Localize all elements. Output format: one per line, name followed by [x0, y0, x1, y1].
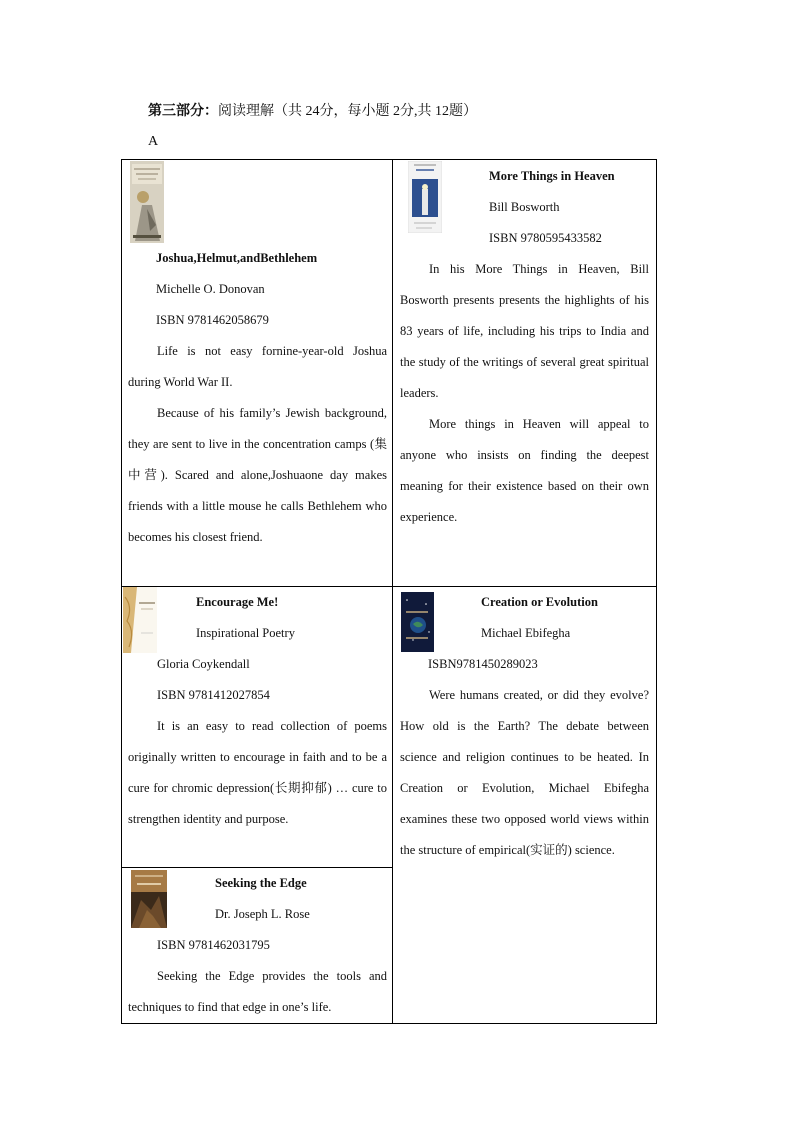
- seeking-isbn-cell: [157, 930, 387, 961]
- table-border-bottom: [121, 1023, 657, 1024]
- encourage-title: Encourage Me!: [196, 595, 279, 609]
- joshua-details: [156, 274, 386, 336]
- table-border-left: [121, 159, 122, 1024]
- joshua-paragraph-1: Life is not easy fornine-year-old Joshua during World War II.: [128, 344, 387, 389]
- creation-author: Michael Ebifegha: [481, 626, 571, 640]
- seeking-author: Dr. Joseph L. Rose: [215, 907, 310, 921]
- seeking-header: [215, 868, 387, 930]
- seeking-description: [128, 961, 387, 1023]
- joshua-paragraph-2: Because of his family’s Jewish background, they are sent to live in the concentration camps (集中营). Scared and alone,Joshuaone day makes friends with a little mouse he calls Bethlehem who becomes his closest friend.: [128, 406, 387, 544]
- heaven-cover-image: [408, 161, 442, 233]
- table-divider-vertical: [392, 159, 393, 1024]
- joshua-author: Michelle O. Donovan: [156, 282, 265, 296]
- encourage-details: [157, 649, 387, 711]
- joshua-isbn: ISBN 9781462058679: [156, 313, 269, 327]
- creation-title: Creation or Evolution: [481, 595, 598, 609]
- encourage-author: Gloria Coykendall: [157, 657, 250, 671]
- heaven-title: More Things in Heaven: [489, 169, 615, 183]
- heaven-paragraph-1: In his More Things in Heaven, Bill Bosworth presents presents the highlights of his 83 years of life, including his trips to India and the study of the writings of several great spiritual leaders.: [400, 262, 649, 400]
- creation-isbn-cell: [428, 649, 653, 680]
- seeking-cover-image: [131, 870, 167, 928]
- joshua-cover-icon: [130, 161, 164, 243]
- seeking-isbn: ISBN 9781462031795: [157, 938, 270, 952]
- creation-description: [400, 680, 649, 866]
- joshua-description: [128, 336, 387, 553]
- creation-cover-icon: [401, 592, 434, 652]
- section-letter: A: [148, 134, 159, 149]
- heaven-paragraph-2: More things in Heaven will appeal to anyone who insists on finding the deepest meaning for their existence based on their own experience.: [400, 417, 649, 524]
- encourage-subtitle: Inspirational Poetry: [196, 626, 295, 640]
- heaven-author: Bill Bosworth: [489, 200, 560, 214]
- section-heading: [148, 100, 477, 120]
- creation-isbn: ISBN9781450289023: [428, 657, 538, 671]
- heaven-isbn: ISBN 9780595433582: [489, 231, 602, 245]
- book-table: [121, 159, 657, 1024]
- heaven-header: [489, 161, 654, 254]
- encourage-cover-icon: [123, 587, 157, 653]
- creation-paragraph-1: Were humans created, or did they evolve? How old is the Earth? The debate between science and religion continues to be heated. In Creation or Evolution, Michael Ebifegha examines these two opposed world views within the structure of empirical(实证的) science.: [400, 688, 649, 857]
- encourage-isbn: ISBN 9781412027854: [157, 688, 270, 702]
- seeking-cover-icon: [131, 870, 167, 928]
- table-border-right: [656, 159, 657, 1024]
- encourage-paragraph-1: It is an easy to read collection of poems originally written to encourage in faith and to be a cure for chromic depression(长期抑郁) … cure to strengthen identity and purpose.: [128, 719, 387, 826]
- heading-bold: 第三部分：: [148, 104, 218, 119]
- heaven-cover-icon: [408, 161, 442, 233]
- seeking-paragraph-1: Seeking the Edge provides the tools and techniques to find that edge in one’s life.: [128, 969, 387, 1014]
- creation-cover-image: [401, 592, 434, 652]
- encourage-header: [196, 587, 386, 649]
- encourage-description: [128, 711, 387, 835]
- heaven-description: [400, 254, 649, 533]
- creation-header: [481, 587, 653, 649]
- seeking-title: Seeking the Edge: [215, 876, 307, 890]
- joshua-title: Joshua,Helmut,andBethlehem: [156, 251, 318, 265]
- heading-rest: 阅读理解（共 24分，每小题 2分,共 12题）: [218, 104, 477, 119]
- joshua-cover-image: [130, 161, 164, 243]
- table-border-top: [121, 159, 657, 160]
- encourage-cover-image: [123, 587, 157, 653]
